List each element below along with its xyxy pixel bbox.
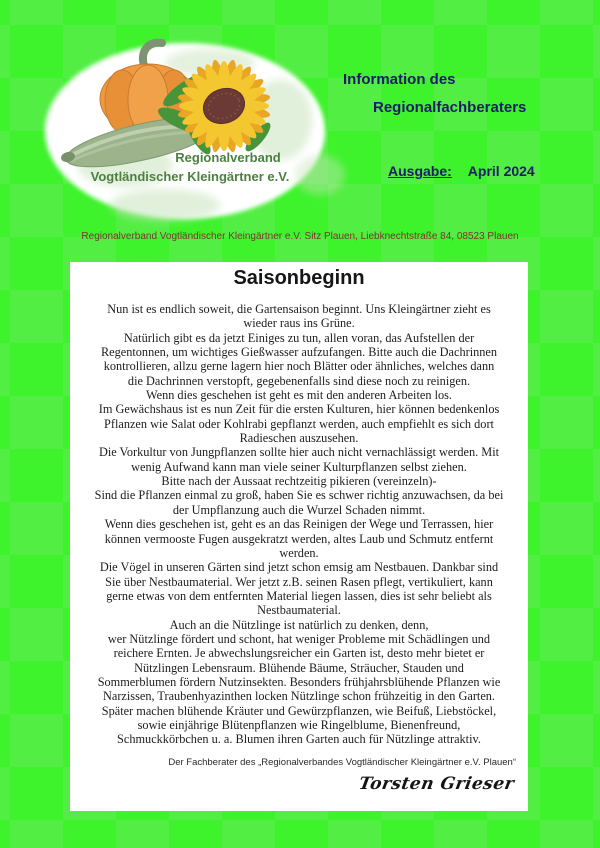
body-line: kontrollieren, allzu gerne lagern hier noch Blätter oder ähnliches, welches dann (103, 359, 495, 374)
body-line: sowie einjährige Blütenpflanzen wie Ringelblume, Bienenfreund, (137, 717, 461, 732)
body-line: Radieschen auszusehen. (239, 431, 359, 446)
address-line: Regionalverband Vogtländischer Kleingärtner e.V. Sitz Plauen, Liebknechtstraße 84, 08523 Plauen (81, 231, 519, 242)
header-title (343, 66, 573, 122)
issue-label: Ausgabe: (388, 163, 452, 179)
header-title-line1: Information des (343, 71, 456, 88)
body-line: werden. (279, 545, 319, 560)
body-line: Die Vögel in unseren Gärten sind jetzt schon emsig am Nestbauen. Dankbar sind (99, 560, 499, 575)
issue-line (388, 163, 535, 179)
body-line: Nun ist es endlich soweit, die Gartensaison beginnt. Uns Kleingärtner zieht es (107, 302, 491, 316)
body-line: Regentonnen, um wichtiges Gießwasser aufzufangen. Bitte auch die Dachrinnen (100, 345, 498, 360)
body-line: Die Vorkultur von Jungpflanzen sollte hier auch nicht vernachlässigt werden. Mit (98, 445, 500, 460)
article-body (82, 302, 516, 747)
body-line: wieder raus ins Grüne. (243, 316, 355, 331)
logo-org-line2: Vogtländischer Kleingärtner e.V. (90, 169, 290, 184)
body-line: wenig Aufwand kann man viele seiner Kulturpflanzen selbst ziehen. (131, 459, 467, 474)
body-line: Später machen blühende Kräuter und Gewürzpflanzen, wie Beifuß, Liebstöckel, (101, 703, 497, 718)
signature: Torsten Grieser (357, 774, 516, 794)
article-box (70, 262, 528, 811)
body-line: Narzissen, Traubenhyazinthen locken Nützlinge schon frühzeitig in den Garten. (102, 689, 496, 704)
body-line: Sommerblumen fördern Nutzinsekten. Besonders frühjahrsblühende Pflanzen wie (97, 674, 501, 689)
body-line: gerne etwas von dem entfernten Material liegen lassen, dies ist sehr beliebt als (106, 588, 492, 603)
body-line: Sie über Nestbaumaterial. Wer jetzt z.B. seinen Rasen pflegt, vertikuliert, kann (105, 574, 493, 589)
issue-value: April 2024 (467, 163, 535, 179)
body-line: Natürlich gibt es da jetzt Einiges zu tun, allen voran, das Aufstellen der (123, 330, 475, 345)
body-line: Auch an die Nützlinge ist natürlich zu denken, denn, (169, 617, 429, 632)
body-line: Sind die Pflanzen einmal zu groß, haben Sie es schwer richtig anzuwachsen, da bei (94, 488, 504, 503)
association-logo (30, 35, 350, 235)
header-title-line2: Regionalfachberaters (373, 99, 527, 116)
logo-org-line1: Regionalverband (175, 150, 281, 165)
body-line: Im Gewächshaus ist es nun Zeit für die ersten Kulturen, hier können bedenkenlos (98, 402, 500, 417)
body-line: die Dachrinnen verstopft, gegebenenfalls sind diese noch zu reinigen. (127, 373, 471, 388)
body-line: Nestbaumaterial. (257, 603, 341, 618)
body-line: wer Nützlinge fördert und schont, hat weniger Probleme mit Schädlingen und (107, 631, 491, 646)
body-line: können vermooste Fugen ausgekratzt werden, altes Laub und Schmutz entfernt (104, 531, 494, 546)
body-line: Nützlingen Lebensraum. Blühende Bäume, Sträucher, Stauden und (134, 660, 464, 675)
body-line: Bitte nach der Aussaat rechtzeitig pikieren (vereinzeln)- (161, 474, 437, 489)
body-line: reichere Ernten. Je abwechslungsreicher ein Garten ist, desto mehr bietet er (113, 646, 485, 661)
body-line: der Umpflanzung auch die Wurzel Schaden nimmt. (172, 502, 426, 517)
article-title: Saisonbeginn (233, 267, 365, 289)
body-line: Wenn dies geschehen ist geht es mit den anderen Arbeiten los. (145, 388, 452, 403)
body-line: Wenn dies geschehen ist, geht es an das Reinigen der Wege und Terrassen, hier (104, 517, 494, 532)
attribution-line: Der Fachberater des „Regionalverbandes Vogtländischer Kleingärtner e.V. Plauen“ (168, 757, 516, 768)
body-line: Schmuckkörbchen u. a. Blumen ihren Garten auch für Nützlinge attraktiv. (117, 732, 481, 747)
body-line: Pflanzen wie Salat oder Kohlrabi gepflanzt werden, auch empfiehlt es sich dort (104, 416, 494, 431)
